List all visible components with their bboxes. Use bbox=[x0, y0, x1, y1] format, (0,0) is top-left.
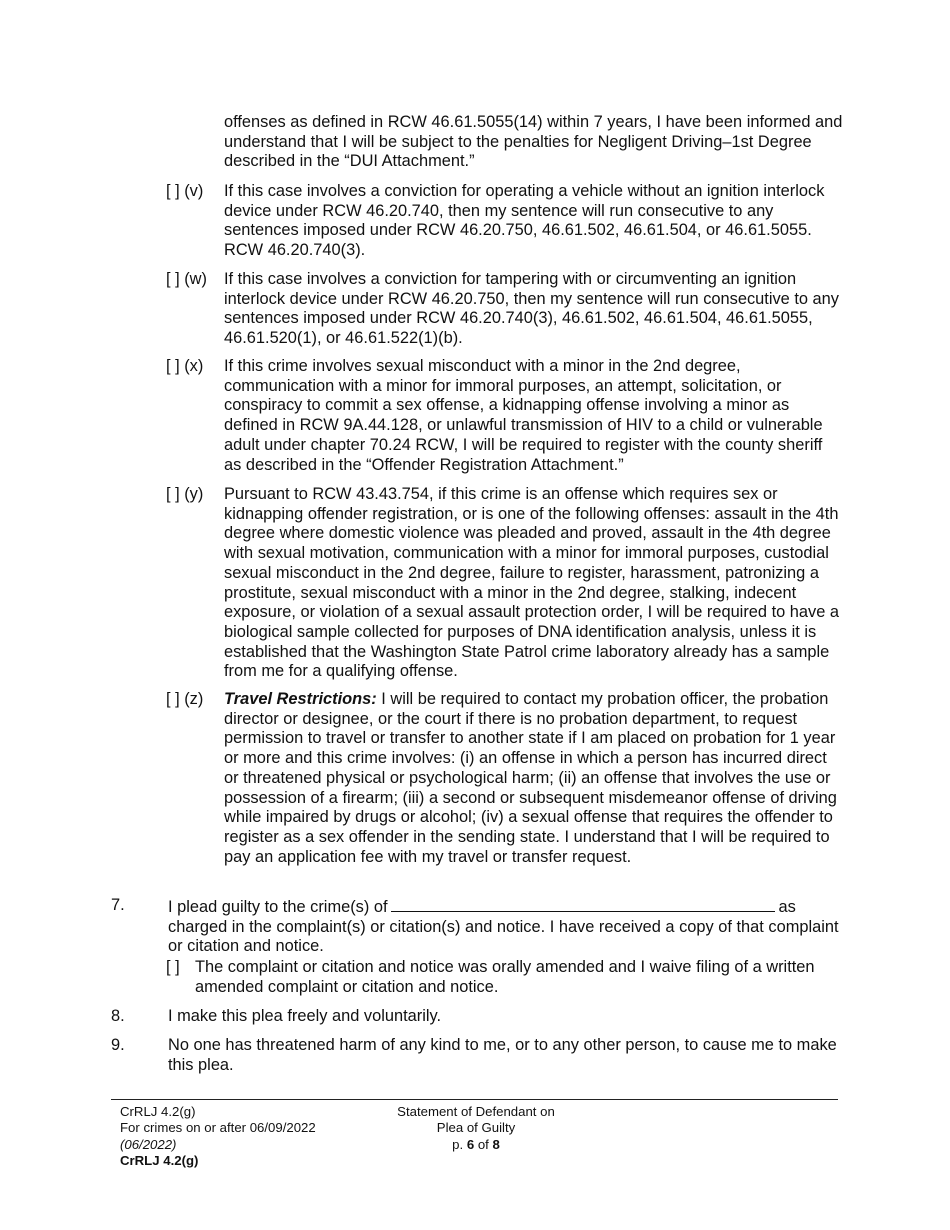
item-w-text: If this case involves a conviction for tampering with or circumventing an ignition interlock device under RCW 46.20.750, then my sentence will run consecutive to any sentences imposed under RCW 46.20.740(3), 46.61.502, 46.61.504, 46.61.5055, 46.61.520(1), or 46.61.522(1)(b). bbox=[224, 270, 839, 348]
footer-rule-bold: CrRLJ 4.2(g) bbox=[120, 1152, 199, 1168]
item-y-text: Pursuant to RCW 43.43.754, if this crime is an offense which requires sex or kidnapping offender registration, or is one of the following offenses: assault in the 4th degree where domestic violence was pleaded and proved, assault in the 4th degree with sexual motivation, communication with a minor for immoral purposes, custodial sexual misconduct in the 2nd degree, failure to register, harassment, patronizing a prostitute, sexual misconduct with a minor in the 2nd degree, stalking, indecent exposure, or violation of a sexual assault protection order, I will be required to have a biological sample collected for purposes of DNA identification analysis, unless it is established that the Washington State Patrol crime laboratory already has a sample from me for a qualifying offense. bbox=[224, 485, 840, 681]
page-prefix: p. bbox=[452, 1136, 464, 1152]
item-7-rest: as charged in the complaint(s) or citation(s) and notice. I have received a copy of that complaint or citation and notice. bbox=[168, 898, 839, 956]
item-z-text bbox=[224, 690, 844, 867]
footer-rule: CrRLJ 4.2(g) bbox=[120, 1104, 196, 1119]
footer-title-line1: Statement of Defendant on bbox=[397, 1104, 555, 1119]
footer-left bbox=[120, 1104, 316, 1169]
checkbox-amended[interactable]: [ ] bbox=[166, 958, 180, 976]
footer-applies: For crimes on or after 06/09/2022 bbox=[120, 1120, 316, 1136]
item-8-number: 8. bbox=[111, 1007, 125, 1025]
footer-version: (06/2022) bbox=[120, 1136, 177, 1152]
footer-divider bbox=[111, 1099, 838, 1100]
continuation-paragraph: offenses as defined in RCW 46.61.5055(14) within 7 years, I have been informed and understand that I will be subject to the penalties for Negligent Driving–1st Degree described in the “DUI Attachment.” bbox=[224, 113, 843, 171]
footer-center bbox=[360, 1104, 592, 1153]
checkbox-y[interactable]: [ ] (y) bbox=[166, 485, 204, 503]
travel-restrictions-heading: Travel Restrictions: bbox=[224, 690, 377, 708]
crime-blank-line[interactable] bbox=[391, 896, 775, 912]
checkbox-x[interactable]: [ ] (x) bbox=[166, 357, 204, 375]
checkbox-w[interactable]: [ ] (w) bbox=[166, 270, 207, 288]
item-9-number: 9. bbox=[111, 1036, 125, 1054]
page-total: 8 bbox=[492, 1136, 500, 1152]
item-7-text bbox=[168, 896, 848, 957]
checkbox-z[interactable]: [ ] (z) bbox=[166, 690, 204, 708]
item-x-text: If this crime involves sexual misconduct with a minor in the 2nd degree, communication with a minor for immoral purposes, an attempt, solicitation, or conspiracy to commit a sex offense, a kidnapping offense involving a minor as defined in RCW 9A.44.128, or unlawful transmission of HIV to a child or vulnerable adult under chapter 70.24 RCW, I will be required to register with the county sheriff as described in the “Offender Registration Attachment.” bbox=[224, 357, 823, 474]
item-8-text: I make this plea freely and voluntarily. bbox=[168, 1007, 442, 1025]
page-of: of bbox=[477, 1136, 489, 1152]
travel-restrictions-body: I will be required to contact my probation officer, the probation director or designee, or the court if there is no probation department, to request permission to travel or transfer to another state if I am placed on probation for 1 year or more and this crime involves: (i) an offense in which a person has incurred direct or threatened physical or psychological harm; (ii) an offense that involves the use or possession of a firearm; (iii) a second or subsequent misdemeanor offense of driving while impaired by drugs or alcohol; (iv) a sexual offense that requires the offender to register as a sex offender in the sending state. I understand that I will be required to pay an application fee with my travel or transfer request. bbox=[224, 690, 837, 866]
page-number bbox=[360, 1137, 592, 1153]
item-9-text: No one has threatened harm of any kind to me, or to any other person, to cause me to make this plea. bbox=[168, 1036, 837, 1074]
item-7-lead: I plead guilty to the crime(s) of bbox=[168, 898, 388, 916]
amended-text: The complaint or citation and notice was orally amended and I waive filing of a written amended complaint or citation and notice. bbox=[195, 958, 815, 996]
item-v-text: If this case involves a conviction for operating a vehicle without an ignition interlock device under RCW 46.20.740, then my sentence will run consecutive to any sentences imposed under RCW 46.20.750, 46.61.502, 46.61.504, or 46.61.5055. RCW 46.20.740(3). bbox=[224, 182, 825, 260]
checkbox-v[interactable]: [ ] (v) bbox=[166, 182, 204, 200]
footer-title-line2: Plea of Guilty bbox=[436, 1120, 516, 1136]
item-7-number: 7. bbox=[111, 896, 125, 914]
page-current: 6 bbox=[466, 1136, 475, 1152]
